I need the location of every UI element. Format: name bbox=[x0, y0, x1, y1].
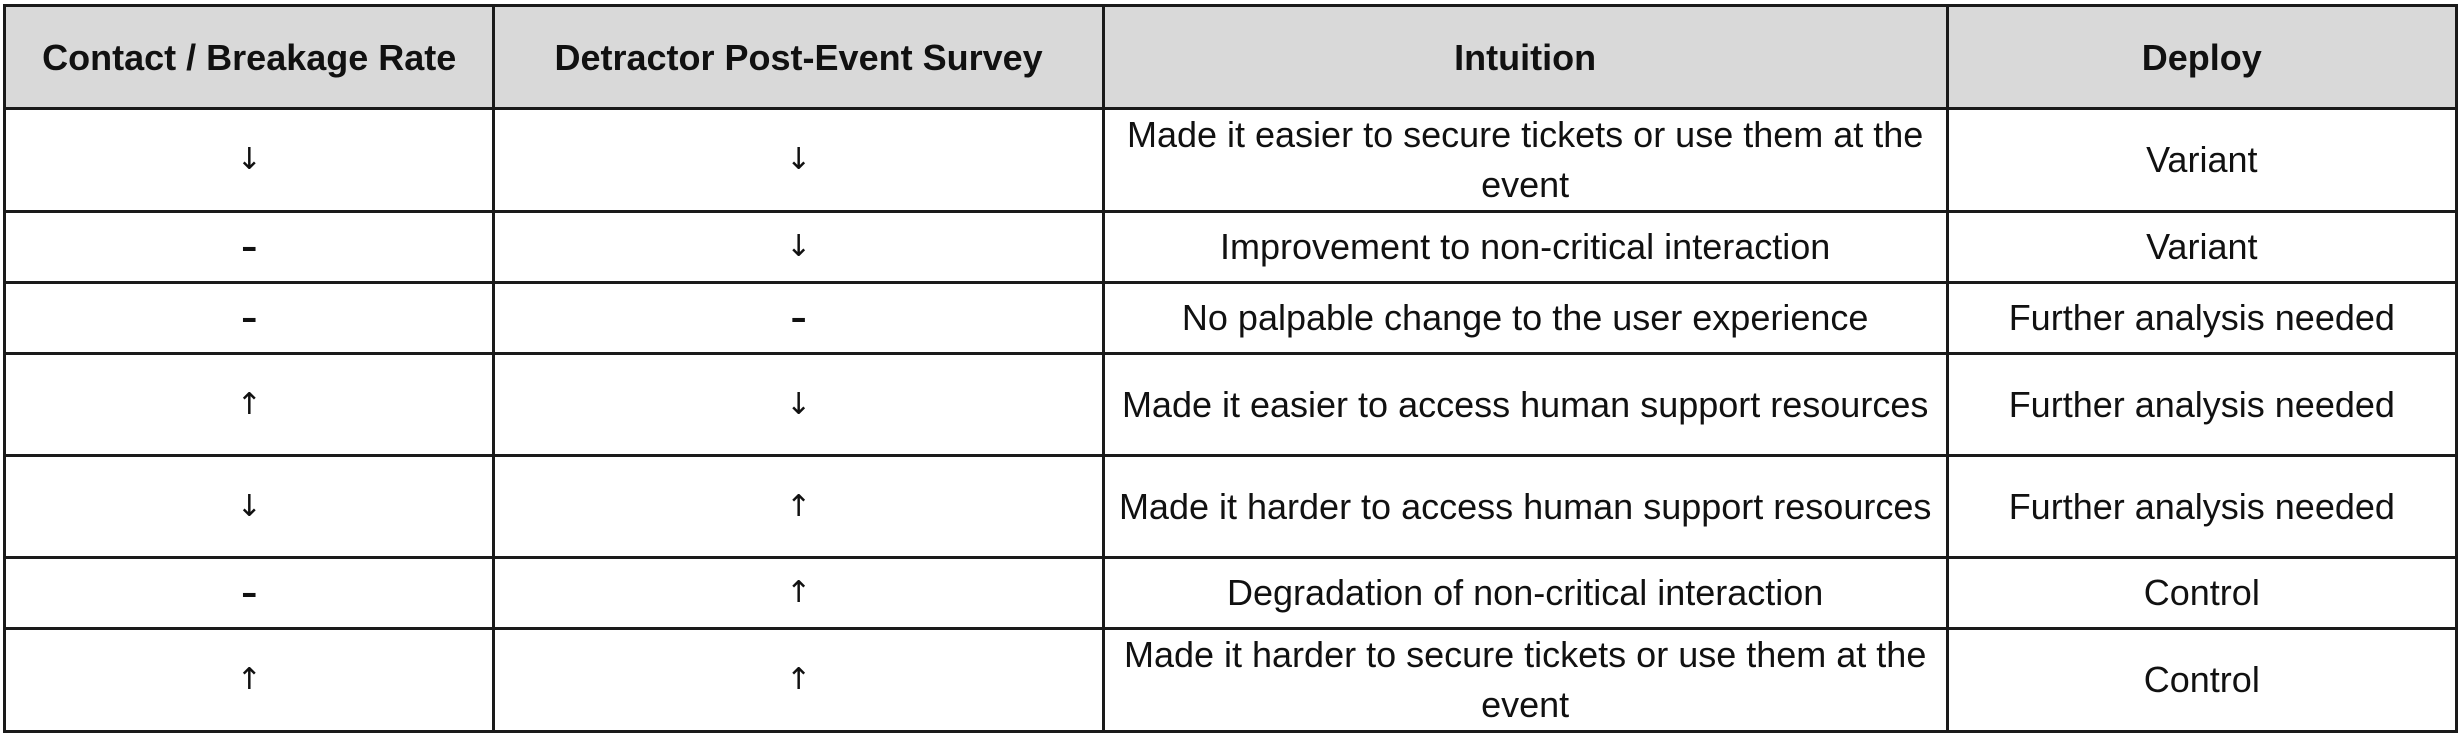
table-row bbox=[5, 109, 2457, 212]
contact-rate-indicator: – bbox=[5, 283, 494, 354]
intuition-cell: Degradation of non-critical interaction bbox=[1103, 558, 1947, 629]
table-row bbox=[5, 212, 2457, 283]
header-detractor-survey: Detractor Post-Event Survey bbox=[494, 6, 1103, 109]
detractor-indicator: ↑ bbox=[494, 558, 1103, 629]
table-container bbox=[3, 4, 2458, 733]
decision-table bbox=[3, 4, 2458, 733]
deploy-cell: Variant bbox=[1947, 212, 2456, 283]
table-row bbox=[5, 354, 2457, 456]
table-row bbox=[5, 558, 2457, 629]
table-row bbox=[5, 629, 2457, 732]
header-row bbox=[5, 6, 2457, 109]
table-row bbox=[5, 456, 2457, 558]
intuition-cell: No palpable change to the user experience bbox=[1103, 283, 1947, 354]
header-deploy: Deploy bbox=[1947, 6, 2456, 109]
intuition-cell: Made it easier to secure tickets or use them at the event bbox=[1103, 109, 1947, 212]
contact-rate-indicator: – bbox=[5, 212, 494, 283]
header-contact-breakage-rate: Contact / Breakage Rate bbox=[5, 6, 494, 109]
intuition-cell: Improvement to non-critical interaction bbox=[1103, 212, 1947, 283]
detractor-indicator: ↑ bbox=[494, 629, 1103, 732]
deploy-cell: Further analysis needed bbox=[1947, 354, 2456, 456]
header-intuition: Intuition bbox=[1103, 6, 1947, 109]
deploy-cell: Variant bbox=[1947, 109, 2456, 212]
deploy-cell: Control bbox=[1947, 558, 2456, 629]
intuition-cell: Made it harder to access human support resources bbox=[1103, 456, 1947, 558]
contact-rate-indicator: ↓ bbox=[5, 109, 494, 212]
detractor-indicator: ↑ bbox=[494, 456, 1103, 558]
contact-rate-indicator: ↑ bbox=[5, 354, 494, 456]
detractor-indicator: ↓ bbox=[494, 212, 1103, 283]
detractor-indicator: – bbox=[494, 283, 1103, 354]
intuition-cell: Made it easier to access human support resources bbox=[1103, 354, 1947, 456]
deploy-cell: Further analysis needed bbox=[1947, 283, 2456, 354]
table-row bbox=[5, 283, 2457, 354]
detractor-indicator: ↓ bbox=[494, 109, 1103, 212]
deploy-cell: Control bbox=[1947, 629, 2456, 732]
contact-rate-indicator: ↑ bbox=[5, 629, 494, 732]
deploy-cell: Further analysis needed bbox=[1947, 456, 2456, 558]
contact-rate-indicator: – bbox=[5, 558, 494, 629]
intuition-cell: Made it harder to secure tickets or use them at the event bbox=[1103, 629, 1947, 732]
detractor-indicator: ↓ bbox=[494, 354, 1103, 456]
contact-rate-indicator: ↓ bbox=[5, 456, 494, 558]
